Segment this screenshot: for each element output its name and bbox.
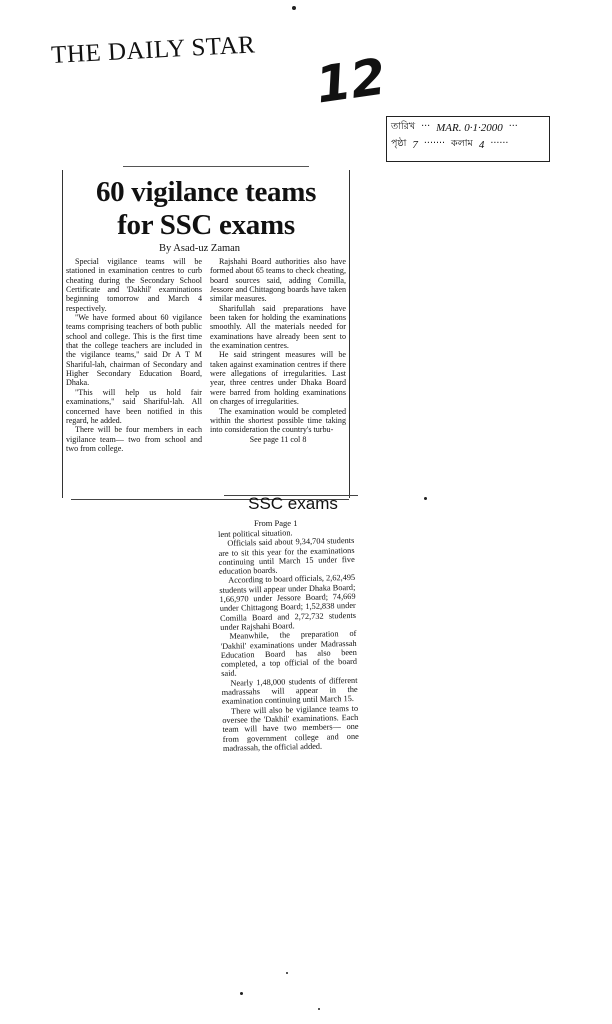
article-clipping [62, 170, 350, 498]
from-page-reference: From Page 1 [254, 518, 298, 528]
scan-speck [292, 6, 296, 10]
handwritten-page-number: 12 [312, 47, 390, 115]
paragraph: Nearly 1,48,000 students of different madrassahs will appear in the examination continuing until March 15. [221, 675, 358, 707]
paragraph: Rajshahi Board authorities also have formed about 65 teams to check cheating, board sources said, adding Comilla, Jessore and Chittagong boards have taken similar measures. [210, 257, 346, 304]
paragraph: According to board officials, 2,62,495 students will appear under Dhaka Board; 1,66,970 under Jessore Board; 74,669 under Chittagong Board; 1,52,838 under Comilla Board and 2,72,732 students under Rajshahi Board. [219, 573, 357, 632]
continuation-subhead: SSC exams [248, 494, 338, 513]
paragraph: The examination would be completed within the shortest possible time taking into consideration the country's turbu- [210, 406, 346, 435]
stamp-date-value: MAR. 0·1·2000 [436, 122, 503, 134]
paragraph: Special vigilance teams will be stationed in examination centres to curb cheating during the Secondary School Certificate and 'Dakhil' examinations beginning tomorrow and March 4 respectively. [66, 257, 202, 313]
scan-speck [286, 972, 288, 974]
paragraph: He said stringent measures will be taken against examination centres if there were allegations of irregularities. Last year, three centres under Dhaka Board were barred from holding examinations on charges of irregularities. [210, 350, 346, 407]
continuation-clipping [218, 492, 358, 788]
paragraph: There will be four members in each vigilance team— two from school and two from college. [66, 425, 202, 453]
headline-line-2: for SSC exams [117, 208, 295, 241]
paragraph: There will also be vigilance teams to oversee the 'Dakhil' examinations. Each team will have two members— one from government college and one madrassah, the official added. [222, 703, 359, 753]
paragraph: Meanwhile, the preparation of 'Dakhil' examinations under Madrassah Education Board has also been completed, a top official of the board said. [220, 629, 358, 679]
article-byline: By Asad-uz Zaman [159, 243, 241, 254]
paragraph: Officials said about 9,34,704 students are to sit this year for the examinations continuing until March 15 under five education boards. [218, 536, 355, 577]
stamp-column-value: 4 [478, 139, 485, 152]
paragraph: Sharifullah said preparations have been taken for holding the examinations smoothly. All the materials needed for examinations have already been sent to the examination centres. [210, 303, 346, 351]
article-column-2 [210, 257, 346, 453]
scan-speck [318, 1008, 320, 1010]
paragraph: "We have formed about 60 vigilance teams comprising teachers of both public school and college. This is the first time that the college teachers are included in the vigilance teams," said Dr A T M Shariful-lah, chairman of Secondary and Higher Secondary Education Board, Dhaka. [66, 313, 202, 388]
headline-line-1: 60 vigilance teams [95, 176, 317, 208]
article-headline [63, 176, 349, 242]
stamp-page-value: 7 [412, 139, 418, 152]
see-page-reference: See page 11 col 8 [249, 434, 307, 444]
newspaper-masthead: THE DAILY STAR [50, 31, 256, 70]
paragraph: "This will help us hold fair examinations," said Shariful-lah. All concerned have been notified in this regard, he added. [66, 387, 202, 425]
article-column-1 [66, 257, 202, 453]
paragraph: lent political situation. [218, 528, 293, 539]
archive-stamp: তারিখ ··· MAR. 0·1·2000 ··· পৃষ্ঠা 7 ······· কলাম 4 ······ [386, 116, 550, 162]
article-columns [66, 257, 346, 453]
scan-speck [240, 992, 243, 995]
scan-speck [424, 497, 427, 500]
stamp-page-label: পৃষ্ঠা [391, 138, 407, 150]
continuation-body [218, 527, 359, 753]
stamp-date-label: তারিখ [391, 121, 416, 132]
stamp-column-label: কলাম [451, 138, 473, 150]
